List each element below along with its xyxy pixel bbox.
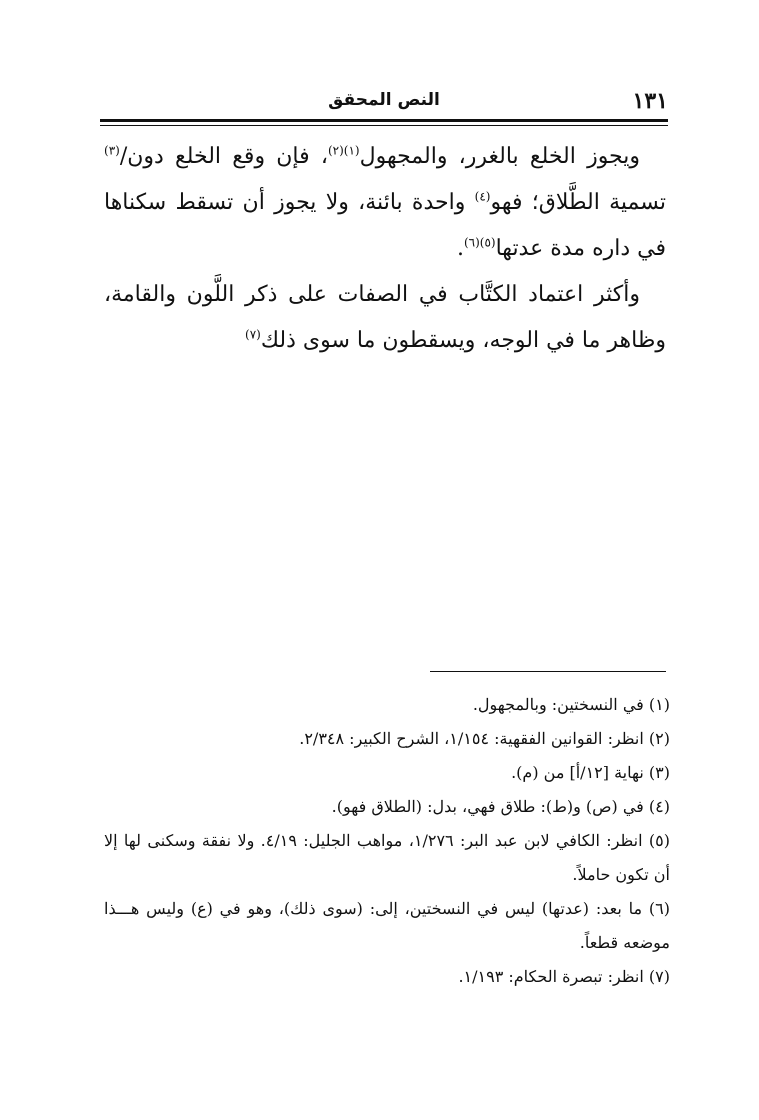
- footnote-6: (٦) ما بعد: (عدتها) ليس في النسختين، إلى: (سوى ذلك)، وهو في (ع) وليس هـــذا موضعه قطعاً.: [104, 899, 670, 952]
- paragraph-1-text-3: تسمية الطَّلاق؛ فهو: [490, 190, 666, 215]
- main-text: [104, 134, 666, 364]
- footnote-2: (٢) انظر: القوانين الفقهية: ١/١٥٤، الشرح الكبير: ٢/٣٤٨.: [299, 729, 670, 748]
- footnote-1: (١) في النسختين: وبالمجهول.: [472, 695, 670, 714]
- paragraph-2: [104, 272, 666, 364]
- footnote-ref-7: (٧): [245, 327, 261, 342]
- paragraph-1-text-5: .: [456, 236, 464, 261]
- paragraph-1: [104, 134, 666, 272]
- footnote-separator: [430, 671, 666, 672]
- footnote-ref-5-6: (٥)(٦): [463, 235, 496, 250]
- footnotes: [104, 688, 670, 994]
- paragraph-1-text-1: ويجوز الخلع بالغرر، والمجهول: [359, 144, 641, 169]
- header-rule-thin: [100, 125, 668, 126]
- footnote-ref-4: (٤): [474, 189, 491, 204]
- page-number: ١٣١: [632, 88, 668, 114]
- footnote-ref-1-2: (١)(٢): [327, 143, 360, 158]
- footnote-ref-3: (٣): [104, 143, 120, 158]
- header-rule-thick: [100, 119, 668, 122]
- footnote-3: (٣) نهاية [١٢/أ] من (م).: [511, 763, 670, 782]
- footnote-7: (٧) انظر: تبصرة الحكام: ١/١٩٣.: [458, 967, 670, 986]
- running-title: النص المحقق: [328, 90, 440, 110]
- paragraph-1-text-2: ، فإن وقع الخلع دون/: [119, 144, 328, 169]
- paragraph-1-text-4: واحدة بائنة، ولا يجوز أن تسقط سكناها في داره مدة عدتها: [104, 190, 666, 261]
- footnote-5: (٥) انظر: الكافي لابن عبد البر: ١/٢٧٦، مواهب الجليل: ٤/١٩. ولا نفقة وسكنى لها إلا أن تكون حاملاً.: [104, 831, 670, 884]
- page-header: [100, 88, 668, 114]
- footnote-4: (٤) في (ص) و(ط): طلاق فهي، بدل: (الطلاق فهو).: [331, 797, 670, 816]
- paragraph-2-text-1: وأكثر اعتماد الكتَّاب في الصفات على ذكر اللَّون والقامة، وظاهر ما في الوجه، ويسقطون ما سوى ذلك: [104, 282, 666, 353]
